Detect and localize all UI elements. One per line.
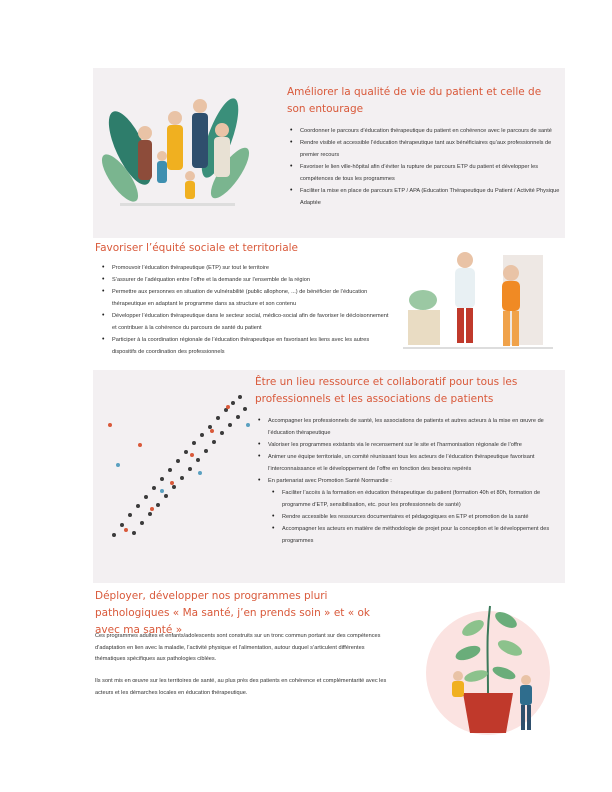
list-item: • Permettre aux personnes en situation de vulnérabilité (public allophone, ...) de bénéficier de l’éducation thérapeutique en adaptant le programme dans sa structure et son contenu [102, 286, 392, 310]
list-item: • Rendre visible et accessible l’éducation thérapeutique tant aux bénéficiaires qu’aux professionnels de premier recours [290, 137, 560, 161]
list-item: • Développer l’éducation thérapeutique dans le secteur social, médico-social afin de favoriser le décloisonnement et contribuer à la cohérence du parcours de santé du patient [102, 310, 392, 334]
consultation-illustration [403, 245, 553, 355]
list-item: • Participer à la coordination régionale de l’éducation thérapeutique en favorisant les liens avec les autres dispositifs de coordination des professionnels [102, 334, 392, 358]
list-item: • Coordonner le parcours d’éducation thérapeutique du patient en cohérence avec le parcours de santé [290, 125, 560, 137]
section1-title: Améliorer la qualité de vie du patient et celle de son entourage [287, 86, 542, 115]
section4-paragraph-2: Ils sont mis en œuvre sur les territoires de santé, au plus près des patients en cohérence et complémentarité avec les acteurs et les démarches locales en éducation thérapeutique. [95, 678, 387, 696]
section2-title: Favoriser l’équité sociale et territoriale [95, 242, 299, 254]
list-item: • En partenariat avec Promotion Santé Normandie : [258, 475, 558, 487]
sub-list-item: • Accompagner les acteurs en matière de méthodologie de projet pour la conception et le développement des programmes [258, 523, 558, 547]
crowd-arrow-illustration [100, 385, 255, 550]
list-item: • S’assurer de l’adéquation entre l’offre et la demande sur l’ensemble de la région [102, 274, 392, 286]
list-item: • Favoriser le lien ville-hôpital afin d’éviter la rupture de parcours ETP du patient et développer les compétences de tous les programmes [290, 161, 560, 185]
list-item: • Valoriser les programmes existants via le recensement sur le site et l’harmonisation régionale de l’offre [258, 439, 558, 451]
family-illustration [100, 78, 250, 228]
section3-list [258, 415, 558, 547]
section1-list [290, 125, 560, 209]
list-item: • Promouvoir l’éducation thérapeutique (ETP) sur tout le territoire [102, 262, 392, 274]
section2-list [102, 262, 392, 358]
section3-title: Être un lieu ressource et collaboratif pour tous les professionnels et les associations de patients [255, 376, 518, 405]
list-item: • Animer une équipe territoriale, un comité réunissant tous les acteurs de l’éducation thérapeutique favorisant l’interconnaissance et le développement de l’offre en fonction des besoins repérés [258, 451, 558, 475]
list-item: • Faciliter la mise en place de parcours ETP / APA (Education Thérapeutique du Patient / Activité Physique Adaptée [290, 185, 560, 209]
list-item: • Accompagner les professionnels de santé, les associations de patients et autres acteurs à la mise en œuvre de l’éducation thérapeutique [258, 415, 558, 439]
sub-list-item: • Faciliter l’accès à la formation en éducation thérapeutique du patient (formation 40h et 80h, formation de programme d’ETP, sensibilisation, etc. pour les professionnels de santé) [258, 487, 558, 511]
section4-title: Déployer, développer nos programmes pluri pathologiques « Ma santé, j’en prends soin » et « ok avec ma santé » [95, 590, 371, 636]
section4-paragraph-1: Ces programmes adultes et enfants/adolescents sont construits sur un tronc commun portant sur des compétences d’adaptation en lien avec la maladie, l’activité physique et l’alimentation, autour duquel s’articulent différentes thématiques spécifiques aux pathologies ciblées. [95, 633, 381, 662]
sub-list-item: • Rendre accessible les ressources documentaires et pédagogiques en ETP et promotion de la santé [258, 511, 558, 523]
plant-illustration [418, 598, 558, 738]
